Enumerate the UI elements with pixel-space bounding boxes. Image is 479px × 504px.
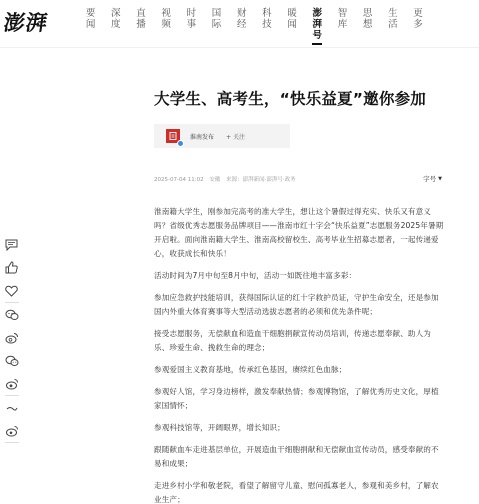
comment-icon [5, 239, 18, 251]
comment-button[interactable] [3, 236, 20, 253]
favorite-button[interactable] [3, 282, 20, 299]
nav-item-5[interactable] [204, 8, 229, 45]
share-toolbar [3, 236, 20, 446]
wechat-icon [5, 309, 19, 321]
nav-item-char: 深 [111, 8, 121, 19]
article-source: 来源：澎湃新闻·澎湃号·政务 [226, 176, 296, 183]
author-name[interactable]: 淮南发布 [190, 133, 215, 141]
nav-item-char: 际 [211, 19, 222, 30]
weibo-icon [5, 332, 19, 344]
nav-item-4[interactable] [179, 8, 204, 45]
article [154, 88, 444, 504]
nav-item-char: 澎 [312, 8, 323, 19]
article-paragraph: 参观爱国主义教育基地，传承红色基因，赓续红色血脉； [154, 365, 347, 374]
nav-item-3[interactable] [154, 8, 179, 45]
nav-item-10[interactable] [330, 8, 355, 45]
nav-item-2[interactable] [128, 8, 153, 45]
nav-item-char: 事 [186, 19, 197, 30]
favorite-icon [5, 285, 18, 297]
font-size-button[interactable] [423, 174, 442, 183]
nav-item-char: 更 [413, 8, 423, 19]
nav-item-char: 闻 [85, 19, 96, 30]
nav-item-8[interactable] [280, 8, 305, 45]
nav-item-11[interactable] [355, 8, 380, 45]
font-size-label: 字号 [423, 175, 437, 183]
caret-down-icon: ▼ [438, 175, 442, 182]
main-nav [78, 8, 431, 45]
nav-item-6[interactable] [229, 8, 254, 45]
nav-item-char: 国 [211, 8, 222, 19]
nav-item-0[interactable] [78, 8, 103, 45]
article-paragraph: 走进乡村小学和敬老院，看望了解留守儿童、慰问孤寡老人，参观和美乡村，了解农业生产； [154, 481, 439, 504]
weibo-alt-icon [5, 425, 19, 437]
article-paragraph: 参观科技馆等，开阔眼界，增长知识； [154, 423, 285, 432]
nav-item-char: 思 [362, 8, 373, 19]
nav-item-char: 财 [236, 8, 247, 19]
nav-item-char: 经 [236, 19, 247, 30]
nav-item-1[interactable] [103, 8, 128, 45]
publish-datetime: 2025-07-04 11:02 [154, 176, 204, 183]
nav-item-char: 活 [388, 19, 398, 30]
nav-item-char: 直 [136, 8, 146, 19]
nav-item-char: 库 [337, 19, 348, 30]
author-card [154, 124, 290, 148]
nav-item-char: 湃 [312, 19, 323, 30]
article-body [154, 205, 444, 504]
article-paragraph: 接受志愿服务，无偿献血和造血干细胞捐献宣传动员培训，传递志愿奉献、助人为乐、珍爱生命、挽救生命的理念； [154, 329, 431, 352]
qzone-share[interactable] [3, 375, 20, 392]
like-icon [5, 261, 18, 274]
article-paragraph: 参加应急救护技能培训，获得国际认证的红十字救护员证，守护生命安全，还是参加国内外重大体育赛事等大型活动选拔志愿者的必须和优先条件呢； [154, 293, 439, 316]
article-meta [154, 175, 300, 183]
nav-item-char: 智 [337, 8, 348, 19]
nav-item-char: 科 [262, 8, 272, 19]
nav-item-char: 想 [362, 19, 373, 30]
nav-item-char: 时 [186, 8, 197, 19]
qq-icon [5, 355, 19, 367]
article-paragraph: 淮南籍大学生，刚参加完高考的准大学生，想让这个暑假过得充实、快乐又有意义吗？省级优秀志愿服务品牌项目——淮南市红十字会“快乐益夏”志愿服务2025年暑期开启啦。面向淮南籍大学生、淮南高校留校生、高考毕业生招募志愿者，一起传递爱心，收获成长和快乐！ [154, 207, 444, 258]
nav-item-char: 多 [413, 19, 423, 30]
article-paragraph: 参观好人馆，学习身边榜样，激发奉献热情；参观博物馆，了解优秀历史文化，厚植家国情怀； [154, 387, 439, 410]
nav-item-char: 闻 [287, 19, 297, 30]
share-icon [6, 404, 18, 412]
nav-item-7[interactable] [254, 8, 279, 45]
nav-item-char: 号 [312, 30, 323, 41]
author-avatar[interactable] [166, 129, 180, 143]
nav-item-char: 生 [388, 8, 398, 19]
weibo-share[interactable] [3, 329, 20, 346]
meta-row [154, 174, 442, 183]
article-paragraph: 活动时间为7月中旬至8月中旬，活动一如既往地丰富多彩： [154, 271, 357, 280]
nav-item-char: 暖 [287, 8, 297, 19]
logo-text: 澎湃 [2, 10, 50, 35]
site-header [0, 0, 479, 48]
qq-share[interactable] [3, 352, 20, 369]
nav-item-char: 技 [262, 19, 272, 30]
like-button[interactable] [3, 259, 20, 276]
weibo-alt-share[interactable] [3, 422, 20, 439]
nav-item-9[interactable] [305, 8, 330, 45]
nav-item-char: 视 [161, 8, 171, 19]
publish-location: 安徽 [209, 176, 221, 183]
author-logo-icon [168, 131, 178, 141]
verified-badge-icon [177, 140, 184, 147]
more-share[interactable] [3, 399, 20, 416]
follow-button[interactable]: + 关注 [226, 133, 245, 141]
article-title: 大学生、高考生，“快乐益夏”邀你参加 [154, 90, 426, 108]
nav-item-char: 频 [161, 19, 171, 30]
nav-item-char: 度 [111, 19, 121, 30]
site-logo[interactable] [4, 8, 56, 36]
nav-item-13[interactable] [405, 8, 430, 45]
nav-item-char: 播 [136, 19, 146, 30]
article-paragraph: 跟随献血车走进基层单位，开展造血干细胞捐献和无偿献血宣传动员，感受奉献的不易和成果； [154, 445, 439, 468]
nav-item-char: 要 [85, 8, 96, 19]
qzone-icon [5, 378, 19, 390]
nav-item-12[interactable] [380, 8, 405, 45]
wechat-share[interactable] [3, 306, 20, 323]
nav-active-underline [312, 43, 322, 45]
